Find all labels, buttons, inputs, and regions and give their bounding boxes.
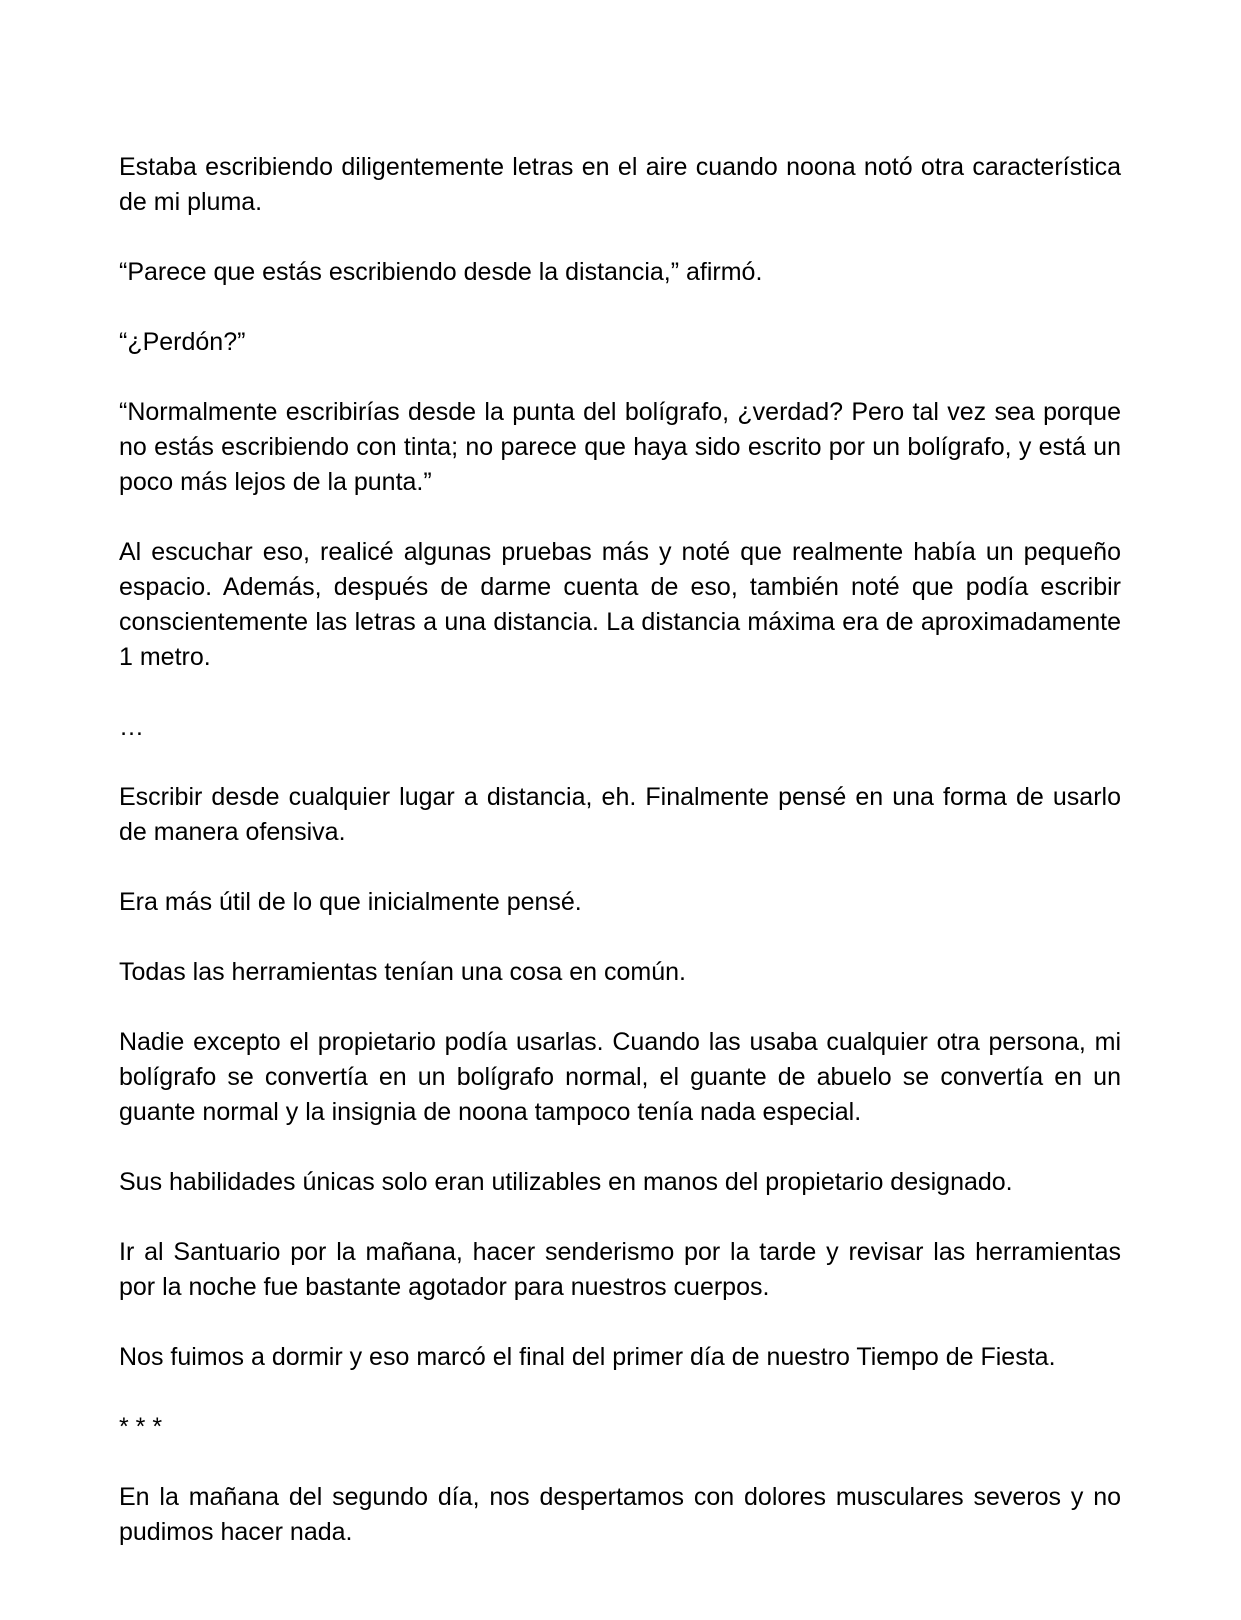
paragraph: Escribir desde cualquier lugar a distancia, eh. Finalmente pensé en una forma de usarlo de manera ofensiva. — [119, 783, 1121, 846]
paragraph: “Normalmente escribirías desde la punta del bolígrafo, ¿verdad? Pero tal vez sea porque no estás escribiendo con tinta; no parece que haya sido escrito por un bolígrafo, y está un poco más lejos de la punta.” — [119, 398, 1121, 496]
paragraph: En la mañana del segundo día, nos despertamos con dolores musculares severos y no pudimos hacer nada. — [119, 1483, 1121, 1546]
paragraph: Estaba escribiendo diligentemente letras en el aire cuando noona notó otra característica de mi pluma. — [119, 153, 1121, 216]
ellipsis-paragraph: … — [119, 713, 144, 741]
paragraph: Todas las herramientas tenían una cosa en común. — [119, 958, 687, 986]
paragraph: “Parece que estás escribiendo desde la distancia,” afirmó. — [119, 258, 763, 286]
paragraph: Sus habilidades únicas solo eran utilizables en manos del propietario designado. — [119, 1168, 1013, 1196]
scene-break: * * * — [119, 1413, 163, 1441]
paragraph: Era más útil de lo que inicialmente pensé. — [119, 888, 582, 916]
paragraph: Nadie excepto el propietario podía usarlas. Cuando las usaba cualquier otra persona, mi bolígrafo se convertía en un bolígrafo normal, el guante de abuelo se convertía en un guante normal y la insignia de noona tampoco tenía nada especial. — [119, 1028, 1121, 1126]
paragraph: Nos fuimos a dormir y eso marcó el final del primer día de nuestro Tiempo de Fiesta. — [119, 1343, 1056, 1371]
paragraph: Al escuchar eso, realicé algunas pruebas más y noté que realmente había un pequeño espacio. Además, después de darme cuenta de eso, también noté que podía escribir conscientemente las letras a una distancia. La distancia máxima era de aproximadamente 1 metro. — [119, 538, 1121, 671]
paragraph: “¿Perdón?” — [119, 328, 246, 356]
paragraph: Ir al Santuario por la mañana, hacer senderismo por la tarde y revisar las herramientas por la noche fue bastante agotador para nuestros cuerpos. — [119, 1238, 1121, 1301]
document-page — [119, 150, 1121, 1585]
